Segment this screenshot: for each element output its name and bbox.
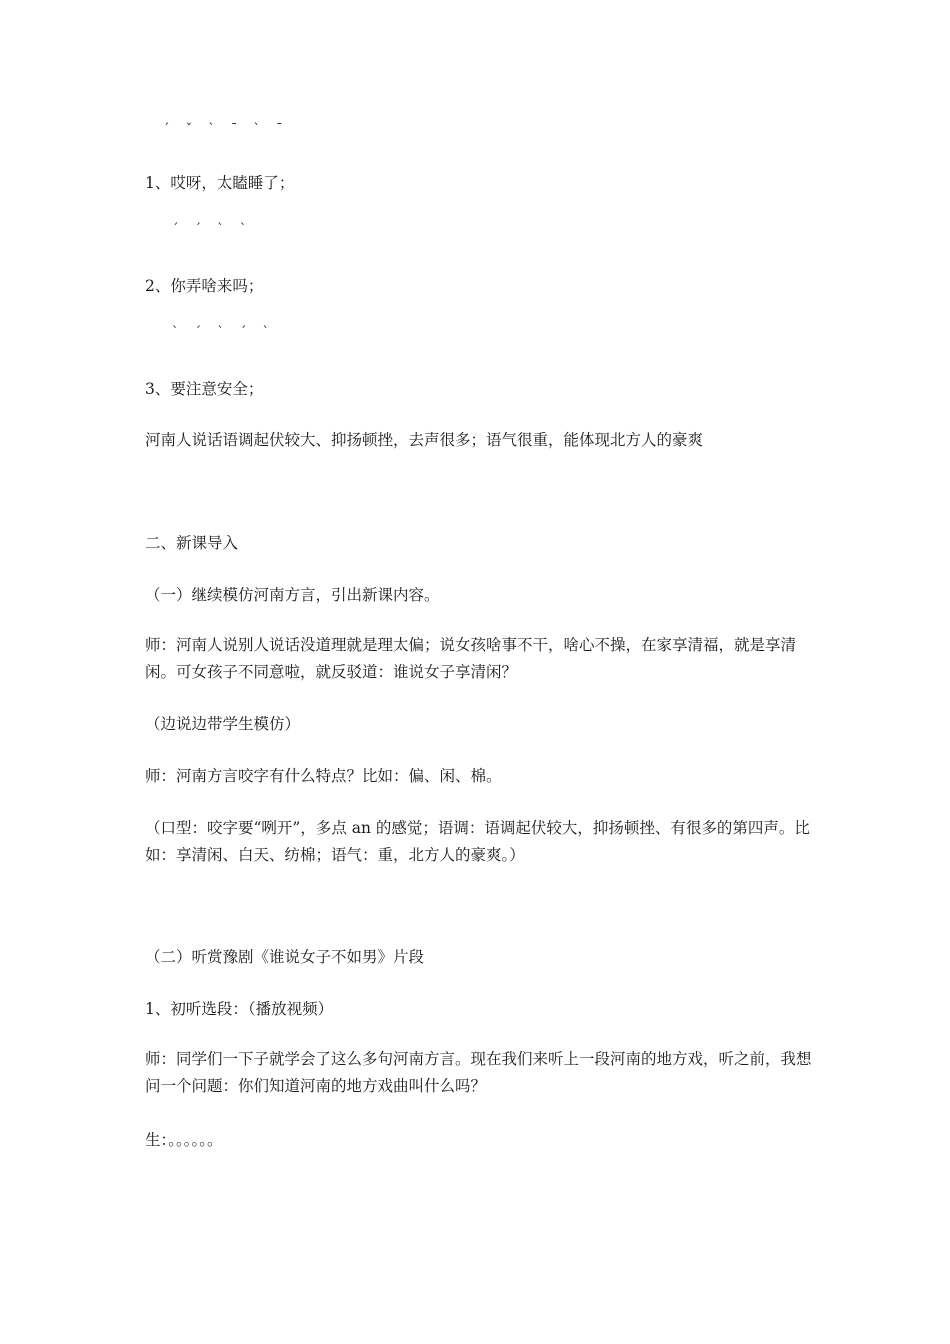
phrase-1: 1、哎呀，太瞌睡了； <box>145 174 295 192</box>
tone-marks-line-1: ˊ ˇ ˋ ˉ ˋ ˉ <box>163 122 289 137</box>
subsection-heading-1: （一）继续模仿河南方言，引出新课内容。 <box>145 586 440 604</box>
teacher-paragraph-1: 师：河南人说别人说话没道理就是理太偏；说女孩啥事不干，啥心不操，在家享清福，就是享清闲。可女孩子不同意啦，就反驳道：谁说女子享清闲？ <box>145 636 797 681</box>
listening-step-1: 1、初听选段：（播放视频） <box>145 1000 334 1018</box>
phrase-3: 3、要注意安全； <box>145 380 264 398</box>
section-heading-new-lesson: 二、新课导入 <box>145 534 239 552</box>
subsection-heading-2: （二）听赏豫剧《谁说女子不如男》片段 <box>145 948 425 966</box>
teacher-paragraph-2: 师：同学们一下子就学会了这么多句河南方言。现在我们来听上一段河南的地方戏，听之前，我想问一个问题：你们知道河南的地方戏曲叫什么吗？ <box>145 1050 812 1095</box>
student-response: 生：。。。。。。 <box>145 1131 223 1149</box>
phrase-2: 2、你弄啥来吗； <box>145 277 264 295</box>
dialect-summary: 河南人说话语调起伏较大、抑扬顿挫，去声很多；语气很重，能体现北方人的豪爽 <box>145 431 704 449</box>
tone-marks-line-3: ˋ ˊ ˋ ˊ ˋ <box>172 325 276 340</box>
stage-note-1: （边说边带学生模仿） <box>145 715 301 733</box>
pronunciation-note: （口型：咬字要“咧开”，多点 an 的感觉；语调：语调起伏较大，抑扬顿挫、有很多的第四声。比如：享清闲、白天、纺棉；语气：重，北方人的豪爽。） <box>145 819 810 864</box>
teacher-question: 师：河南方言咬字有什么特点？比如：偏、闲、棉。 <box>145 767 502 785</box>
tone-marks-line-2: ˊ ˊ ˋ ˋ <box>172 222 253 237</box>
